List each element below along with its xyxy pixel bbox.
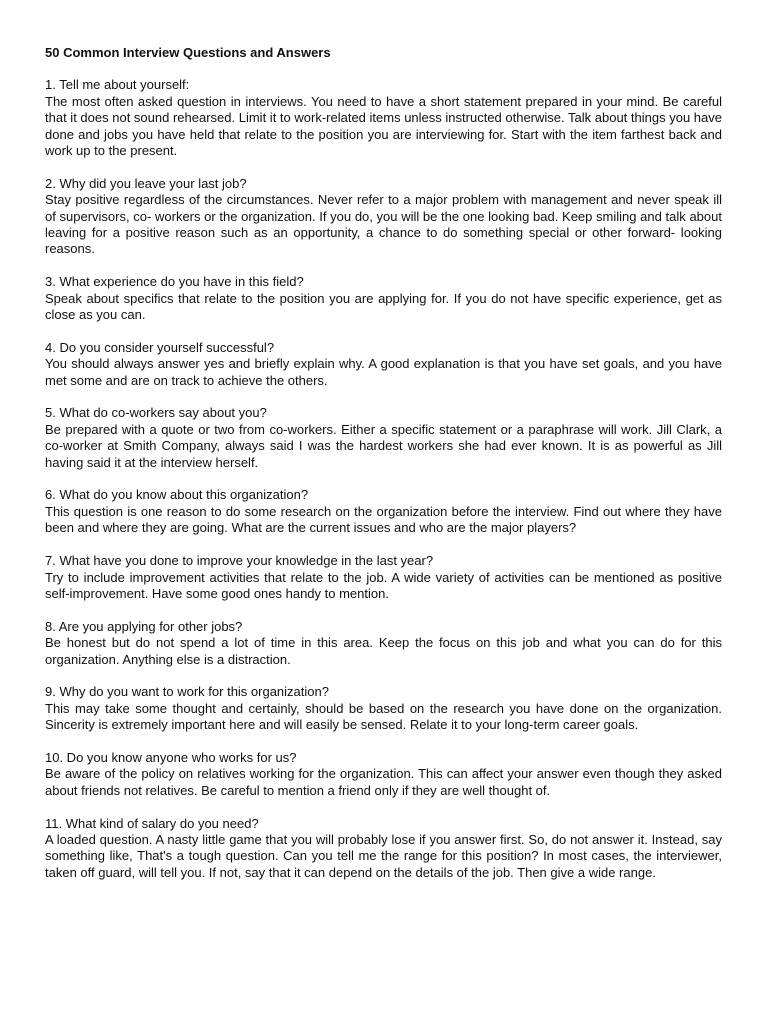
question-text: 4. Do you consider yourself successful? — [45, 339, 275, 355]
qa-item — [45, 750, 722, 799]
qa-item — [45, 405, 722, 471]
question-text: 2. Why did you leave your last job? — [45, 175, 247, 191]
answer-text: Stay positive regardless of the circumstances. Never refer to a major problem with management and never speak ill of supervisors, co- workers or the organization. If you do, you will be the one looking bad. Keep smiling and talk about leaving for a positive reason such as an opportunity, a chance to do something special or other forward- looking reasons. — [45, 192, 722, 257]
qa-item — [45, 340, 722, 389]
question-text: 10. Do you know anyone who works for us? — [45, 749, 297, 765]
answer-text: Try to include improvement activities that relate to the job. A wide variety of activities can be mentioned as positive self-improvement. Have some good ones handy to mention. — [45, 569, 722, 601]
question-text: 3. What experience do you have in this field? — [45, 274, 304, 290]
question-text: 8. Are you applying for other jobs? — [45, 618, 243, 634]
answer-text: This may take some thought and certainly, should be based on the research you have done on the organization. Sincerity is extremely important here and will easily be sensed. Relate it to your long-term career goals. — [45, 700, 722, 733]
document-page — [45, 45, 722, 898]
answer-text: Be prepared with a quote or two from co-workers. Either a specific statement or a paraphrase will work. Jill Clark, a co-worker at Smith Company, always said I was the hardest workers she had ever known. It is as powerful as Jill having said it at the interview herself. — [45, 421, 722, 470]
document-title: 50 Common Interview Questions and Answers — [45, 45, 331, 60]
answer-text: Be honest but do not spend a lot of time in this area. Keep the focus on this job and what you can do for this organization. Anything else is a distraction. — [45, 635, 722, 667]
question-text: 6. What do you know about this organization? — [45, 487, 309, 503]
qa-item — [45, 77, 722, 159]
qa-item — [45, 619, 722, 668]
question-text: 5. What do co-workers say about you? — [45, 405, 267, 421]
answer-text: Speak about specifics that relate to the position you are applying for. If you do not have specific experience, get as close as you can. — [45, 290, 722, 323]
answer-text: A loaded question. A nasty little game that you will probably lose if you answer first. So, do not answer it. Instead, say something like, That's a tough question. Can you tell me the range for this position? In most cases, the interviewer, taken off guard, will tell you. If not, say that it can depend on the details of the job. Then give a wide range. — [45, 831, 722, 880]
question-text: 1. Tell me about yourself: — [45, 77, 190, 93]
question-text: 7. What have you done to improve your knowledge in the last year? — [45, 553, 434, 569]
qa-item — [45, 274, 722, 323]
qa-item — [45, 816, 722, 882]
qa-item — [45, 553, 722, 602]
qa-item — [45, 684, 722, 733]
qa-item — [45, 176, 722, 258]
qa-item — [45, 487, 722, 536]
answer-text: This question is one reason to do some research on the organization before the interview. Find out where they have been and where they are going. What are the current issues and who are the major players? — [45, 503, 722, 536]
answer-text: You should always answer yes and briefly explain why. A good explanation is that you have set goals, and you have met some and are on track to achieve the others. — [45, 356, 722, 388]
answer-text: Be aware of the policy on relatives working for the organization. This can affect your answer even though they asked about friends not relatives. Be careful to mention a friend only if they are well thought of. — [45, 766, 722, 798]
question-text: 9. Why do you want to work for this organization? — [45, 684, 329, 700]
answer-text: The most often asked question in interviews. You need to have a short statement prepared in your mind. Be careful that it does not sound rehearsed. Limit it to work-related items unless instructed otherwise. Talk about things you have done and jobs you have held that relate to the position you are interviewing for. Start with the item farthest back and work up to the present. — [45, 93, 722, 159]
question-text: 11. What kind of salary do you need? — [45, 815, 259, 831]
